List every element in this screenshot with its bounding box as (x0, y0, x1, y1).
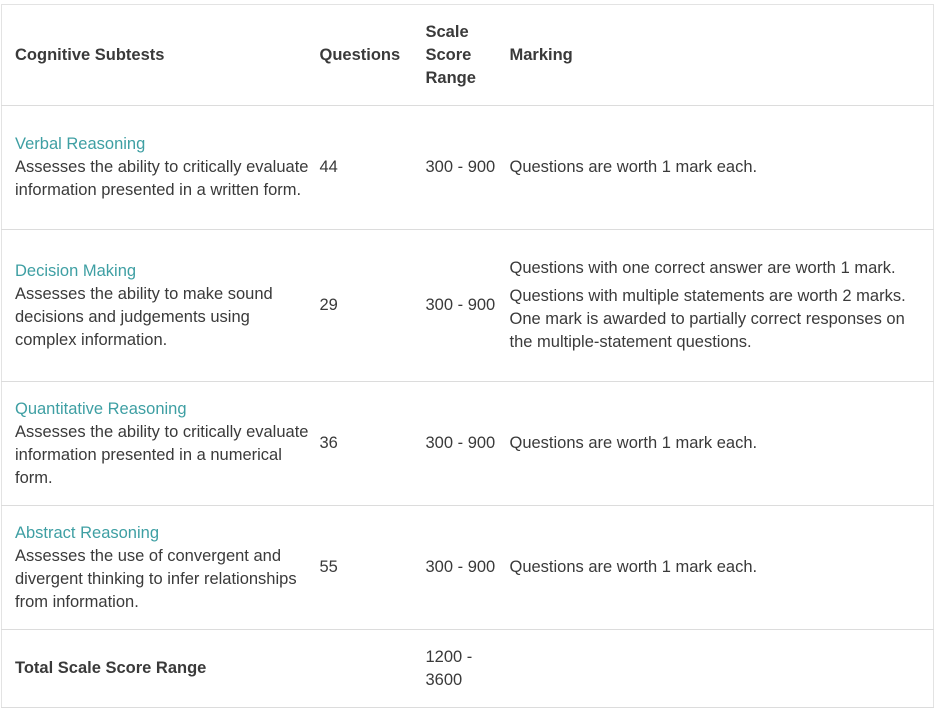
marking-text: Questions are worth 1 mark each. (509, 558, 758, 576)
marking-cell (510, 106, 934, 230)
subtest-cell (2, 382, 320, 506)
questions-count: 44 (320, 106, 426, 230)
table-row-verbal-reasoning (2, 106, 934, 230)
header-subtests: Cognitive Subtests (2, 5, 320, 106)
subtest-link-decision-making[interactable]: Decision Making (15, 261, 137, 280)
marking-cell (510, 382, 934, 506)
scale-score-range: 300 - 900 (426, 230, 510, 382)
subtest-link-quantitative-reasoning[interactable]: Quantitative Reasoning (15, 399, 187, 418)
scale-score-range: 300 - 900 (426, 506, 510, 630)
scale-score-range: 300 - 900 (426, 382, 510, 506)
questions-count: 55 (320, 506, 426, 630)
questions-count: 29 (320, 230, 426, 382)
cognitive-subtests-table (1, 4, 934, 708)
subtest-description: Assesses the ability to critically evaluate information presented in a written form. (15, 158, 309, 199)
table-row-abstract-reasoning (2, 506, 934, 630)
table-row-decision-making (2, 230, 934, 382)
subtest-description: Assesses the use of convergent and divergent thinking to infer relationships from information. (15, 546, 297, 611)
header-scale-score-range: Scale Score Range (426, 5, 510, 106)
total-label: Total Scale Score Range (2, 630, 320, 708)
questions-count: 36 (320, 382, 426, 506)
marking-text: Questions with multiple statements are worth 2 marks. One mark is awarded to partially correct responses on the multiple-statement questions. (509, 287, 906, 351)
subtest-link-abstract-reasoning[interactable]: Abstract Reasoning (15, 523, 159, 542)
subtest-cell (2, 106, 320, 230)
subtest-description: Assesses the ability to make sound decisions and judgements using complex information. (15, 284, 273, 349)
subtest-cell (2, 230, 320, 382)
subtests-table-container (1, 4, 933, 708)
total-questions-empty (320, 630, 426, 708)
table-header-row (2, 5, 934, 106)
subtest-description: Assesses the ability to critically evaluate information presented in a numerical form. (15, 422, 309, 487)
table-row-total (2, 630, 934, 708)
marking-cell (510, 506, 934, 630)
marking-text: Questions with one correct answer are worth 1 mark. (509, 259, 896, 277)
header-marking: Marking (510, 5, 934, 106)
subtest-cell (2, 506, 320, 630)
subtest-link-verbal-reasoning[interactable]: Verbal Reasoning (15, 135, 146, 153)
total-scale-score-range: 1200 - 3600 (426, 630, 510, 708)
scale-score-range: 300 - 900 (426, 106, 510, 230)
total-marking-empty (510, 630, 934, 708)
table-row-quantitative-reasoning (2, 382, 934, 506)
header-questions: Questions (320, 5, 426, 106)
marking-cell (510, 230, 934, 382)
marking-text: Questions are worth 1 mark each. (509, 158, 758, 176)
marking-text: Questions are worth 1 mark each. (509, 434, 758, 452)
